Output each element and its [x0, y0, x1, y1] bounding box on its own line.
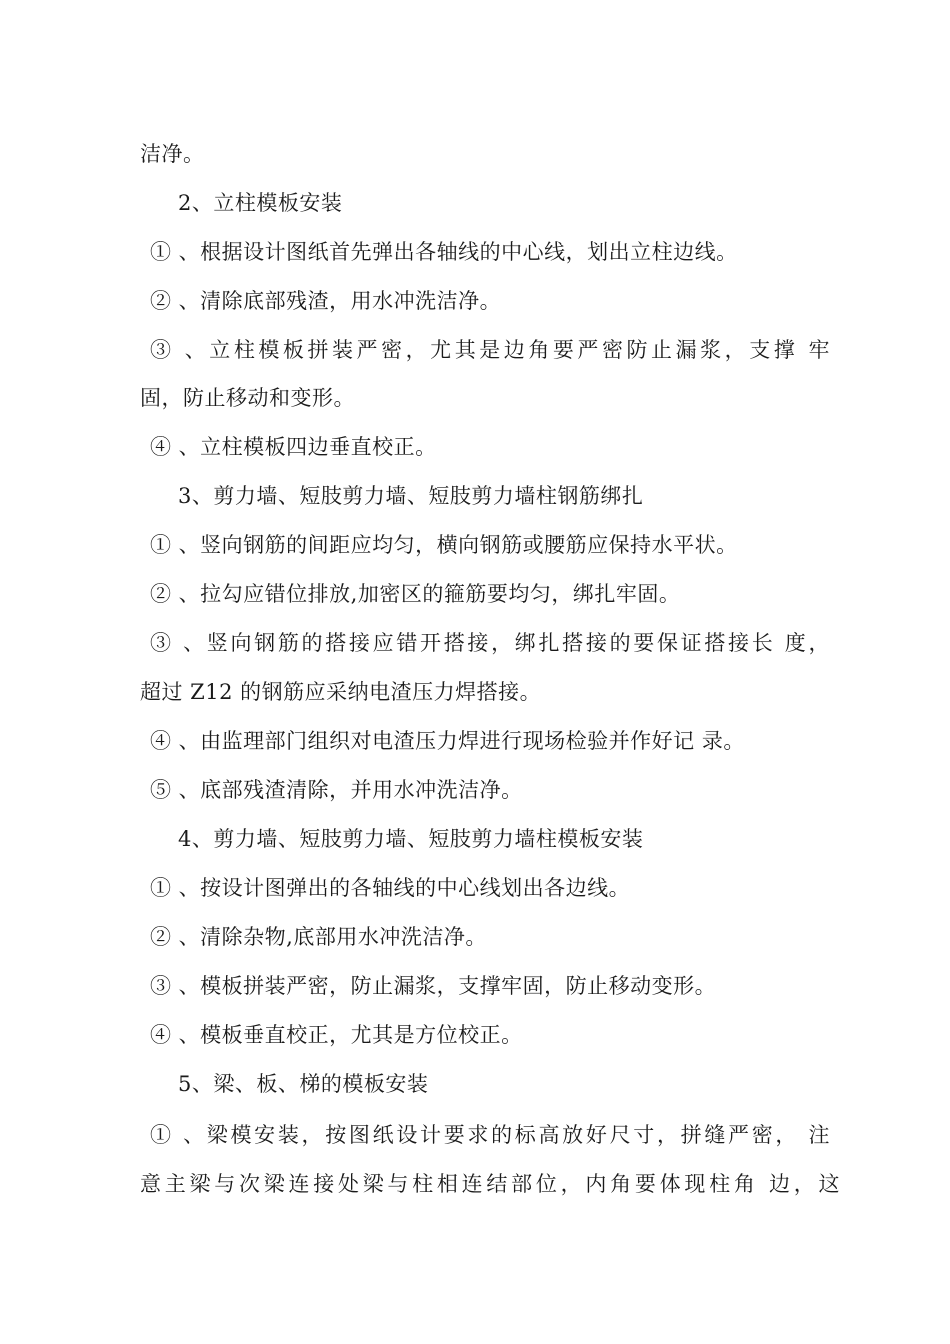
paragraph-line: 固，防止移动和变形。	[140, 386, 355, 410]
list-item: ③ 、模板拼装严密，防止漏浆，支撑牢固，防止移动变形。	[150, 974, 717, 998]
list-item: ⑤ 、底部残渣清除，并用水冲洗洁净。	[150, 778, 523, 802]
paragraph-line: 超过 Z12 的钢筋应采纳电渣压力焊搭接。	[140, 680, 542, 704]
list-item: ① 、竖向钢筋的间距应均匀，横向钢筋或腰筋应保持水平状。	[150, 533, 738, 557]
paragraph-line: 洁净。	[140, 142, 205, 166]
list-item: ② 、拉勾应错位排放,加密区的箍筋要均匀，绑扎牢固。	[150, 582, 681, 606]
section-heading: 4、剪力墙、短肢剪力墙、短肢剪力墙柱模板安装	[178, 827, 644, 851]
section-heading: 2、立柱模板安装	[178, 191, 343, 215]
list-item: ③ 、立柱模板拼装严密，尤其是边角要严密防止漏浆，支撑 牢	[150, 338, 830, 362]
list-item: ④ 、模板垂直校正，尤其是方位校正。	[150, 1023, 523, 1047]
list-item: ④ 、由监理部门组织对电渣压力焊进行现场检验并作好记 录。	[150, 729, 745, 753]
paragraph-line: 意主梁与次梁连接处梁与柱相连结部位，内角要体现柱角 边，这	[140, 1172, 840, 1196]
list-item: ① 、按设计图弹出的各轴线的中心线划出各边线。	[150, 876, 631, 900]
list-item: ① 、根据设计图纸首先弹出各轴线的中心线，划出立柱边线。	[150, 240, 738, 264]
section-heading: 5、梁、板、梯的模板安装	[178, 1072, 429, 1096]
list-item: ② 、清除杂物,底部用水冲洗洁净。	[150, 925, 487, 949]
list-item: ① 、梁模安装，按图纸设计要求的标高放好尺寸，拼缝严密， 注	[150, 1123, 830, 1147]
list-item: ③ 、竖向钢筋的搭接应错开搭接，绑扎搭接的要保证搭接长 度，	[150, 631, 830, 655]
section-heading: 3、剪力墙、短肢剪力墙、短肢剪力墙柱钢筋绑扎	[178, 484, 644, 508]
list-item: ④ 、立柱模板四边垂直校正。	[150, 435, 437, 459]
list-item: ② 、清除底部残渣，用水冲洗洁净。	[150, 289, 502, 313]
